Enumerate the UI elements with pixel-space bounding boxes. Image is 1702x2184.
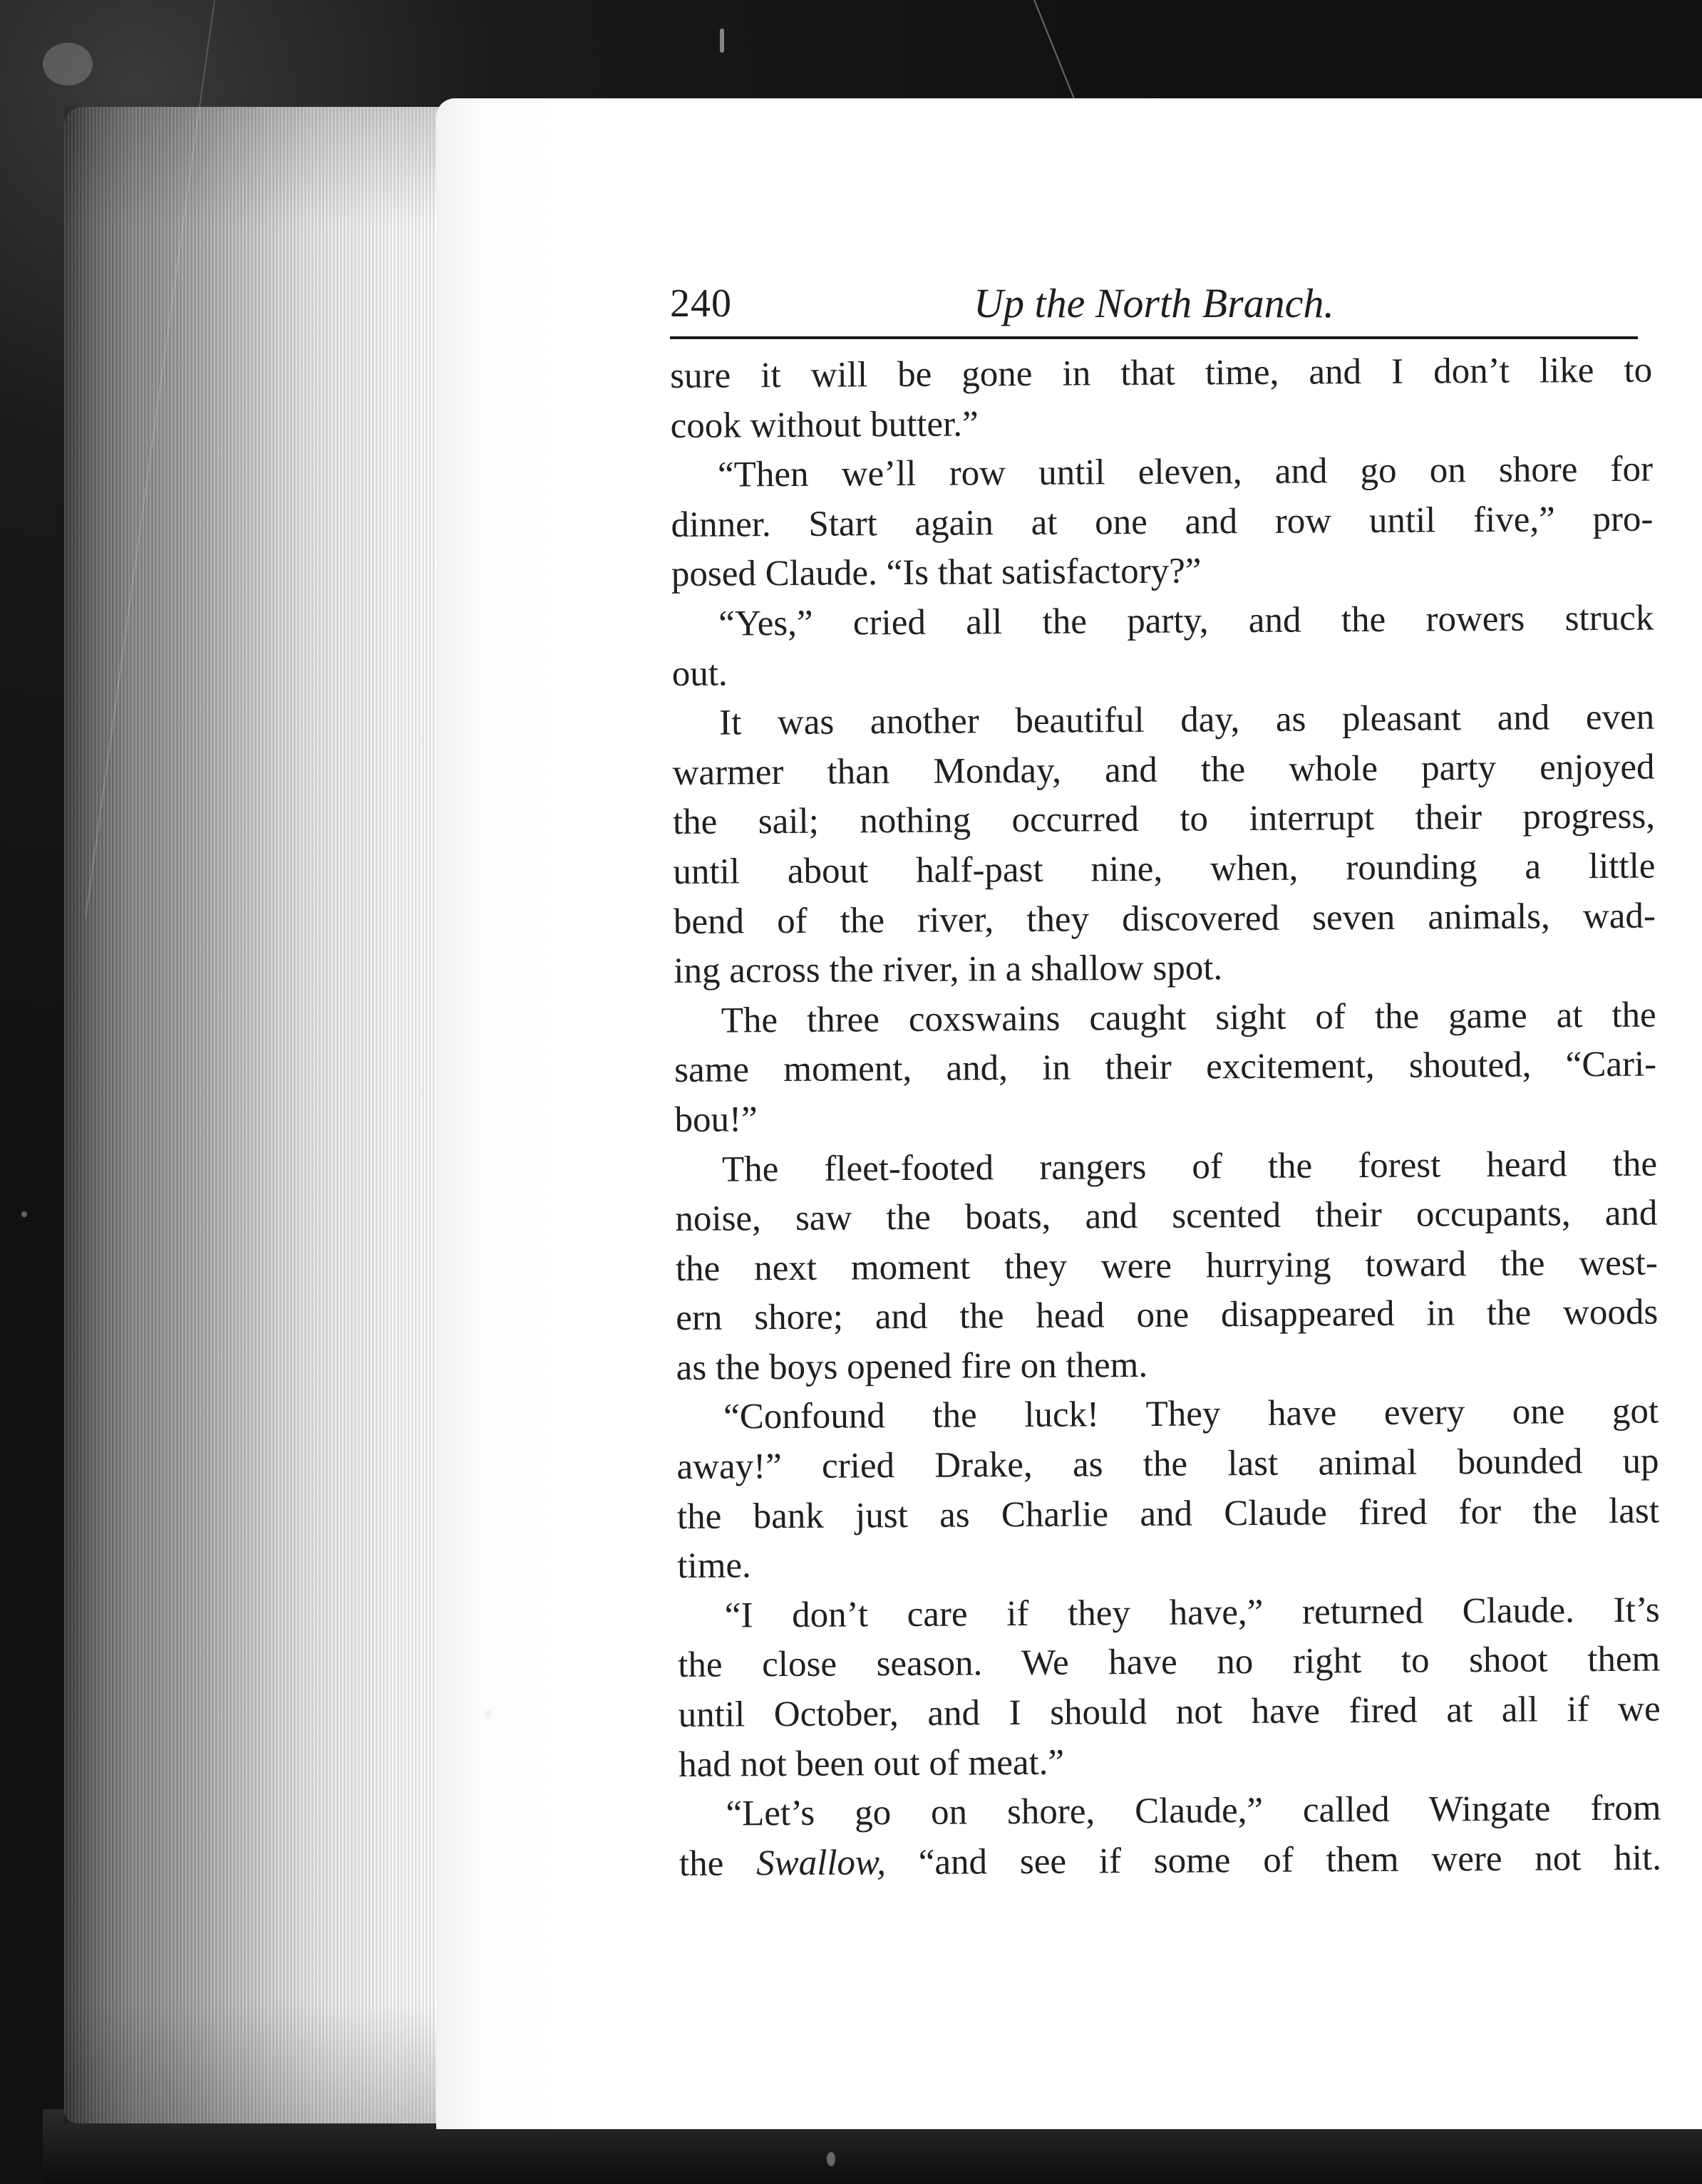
paragraph [671, 445, 1654, 600]
text-line: the sail; nothing occurred to interrupt their progress, [672, 796, 1656, 843]
running-title: Up the North Branch. [974, 280, 1334, 326]
dust-speck [43, 43, 93, 86]
text-line: It was another beautiful day, as pleasant and even [719, 697, 1655, 743]
page-header [670, 268, 1638, 339]
dust-speck [21, 1211, 27, 1217]
text-line: cook without butter.” [670, 403, 979, 446]
text-line: dinner. Start again at one and row until five,” pro- [671, 499, 1654, 545]
text-line: bou!” [674, 1099, 758, 1140]
text-line: warmer than Monday, and the whole party enjoyed [672, 747, 1655, 793]
final-line-start: the [679, 1843, 757, 1884]
text-line: “Then we’ll row until eleven, and go on shore for [717, 449, 1654, 495]
text-line: posed Claude. “Is that satisfactory?” [671, 551, 1202, 595]
text-line: “I don’t care if they have,” returned Claude. It’s [724, 1590, 1660, 1636]
paragraph [676, 1387, 1660, 1592]
body-text [670, 346, 1661, 1890]
text-line: the close season. We have no right to shoot them [678, 1639, 1661, 1686]
paragraph [679, 1784, 1661, 1890]
text-line-final [679, 1833, 1661, 1889]
text-line: away!” cried Drake, as the last animal bounded up [676, 1441, 1659, 1488]
text-line: until October, and I should not have fired at all if we [678, 1689, 1661, 1735]
text-line: the next moment they were hurrying toward the west- [675, 1243, 1659, 1289]
ship-name: Swallow, [755, 1843, 887, 1884]
text-line: out. [671, 653, 728, 694]
text-line: “Confound the luck! They have every one got [723, 1392, 1659, 1438]
paragraph [671, 594, 1654, 700]
text-line: sure it will be gone in that time, and I don’t like to [670, 350, 1653, 396]
text-line: the bank just as Charlie and Claude fired for the last [676, 1491, 1660, 1537]
paragraph [678, 1585, 1661, 1790]
dust-speck [720, 29, 724, 53]
paragraph [675, 1139, 1659, 1393]
text-line: as the boys opened fire on them. [676, 1345, 1148, 1388]
text-line: bend of the river, they discovered seven animals, wad- [673, 896, 1656, 942]
dust-speck [827, 2152, 835, 2166]
text-line: until about half-past nine, when, rounding a little [673, 846, 1656, 892]
text-line: The three coxswains caught sight of the game at the [721, 995, 1656, 1041]
page-edges-stack [64, 107, 449, 2123]
text-line: same moment, and, in their excitement, shouted, “Cari- [674, 1044, 1657, 1091]
text-line: The fleet-footed rangers of the forest heard the [721, 1144, 1658, 1190]
text-line: “Yes,” cried all the party, and the rowers struck [718, 598, 1654, 644]
text-line: noise, saw the boats, and scented their occupants, and [675, 1193, 1658, 1240]
paragraph [672, 693, 1656, 997]
text-line: ing across the river, in a shallow spot. [674, 948, 1223, 992]
paragraph [670, 346, 1653, 452]
dust-speck [485, 1710, 492, 1717]
text-line: ern shore; and the head one disappeared in the woods [676, 1292, 1659, 1339]
text-line: time. [677, 1546, 751, 1587]
text-line: had not been out of meat.” [678, 1742, 1065, 1785]
text-line: “Let’s go on shore, Claude,” called Wingate from [726, 1788, 1661, 1834]
page-number: 240 [670, 281, 732, 326]
final-line-end: “and see if some of them were not hit. [885, 1838, 1662, 1883]
paragraph [674, 990, 1657, 1145]
